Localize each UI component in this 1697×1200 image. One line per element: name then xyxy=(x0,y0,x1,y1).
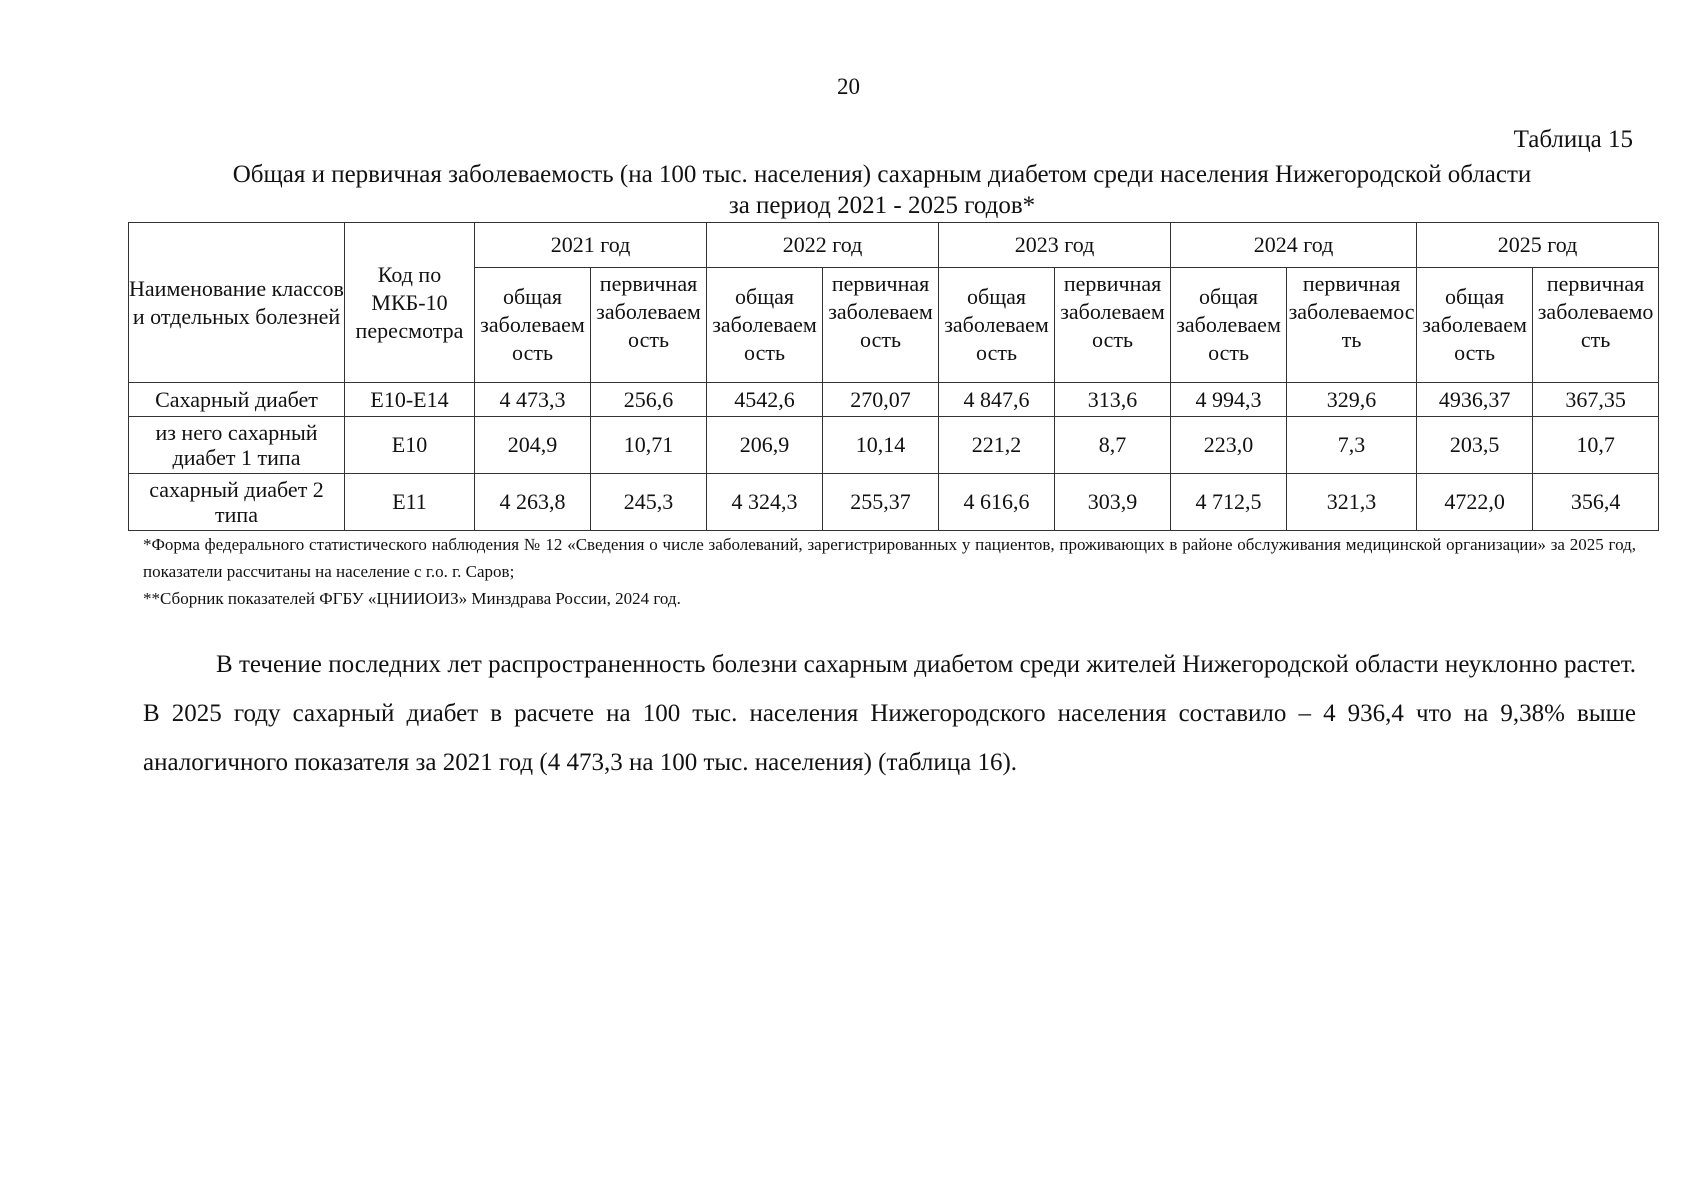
table-title-line-1: Общая и первичная заболеваемость (на 100 тыс. населения) сахарным диабетом среди населения Нижегородской области xyxy=(232,161,1532,188)
header-general-morbidity: общая заболеваемость xyxy=(475,268,591,383)
header-primary-morbidity: первичная заболеваемость xyxy=(591,268,707,383)
table-cell: 4 263,8 xyxy=(475,474,591,531)
table-cell: 10,7 xyxy=(1533,417,1659,474)
row-icd-code: E10-E14 xyxy=(345,383,475,417)
table-cell: 313,6 xyxy=(1055,383,1171,417)
header-primary-morbidity: первичная заболеваемость xyxy=(1287,268,1417,383)
table-cell: 223,0 xyxy=(1171,417,1287,474)
header-general-morbidity: общая заболеваемость xyxy=(939,268,1055,383)
table-cell: 4722,0 xyxy=(1417,474,1533,531)
header-icd-code: Код по МКБ-10 пересмотра xyxy=(345,223,475,383)
table-cell: 245,3 xyxy=(591,474,707,531)
header-year: 2024 год xyxy=(1171,223,1417,268)
table-row xyxy=(129,383,1659,417)
table-cell: 270,07 xyxy=(823,383,939,417)
table-cell: 329,6 xyxy=(1287,383,1417,417)
table-cell: 4 324,3 xyxy=(707,474,823,531)
table-cell: 4936,37 xyxy=(1417,383,1533,417)
table-cell: 4 616,6 xyxy=(939,474,1055,531)
table-cell: 8,7 xyxy=(1055,417,1171,474)
table-cell: 255,37 xyxy=(823,474,939,531)
header-primary-morbidity: первичная заболеваемость xyxy=(1533,268,1659,383)
row-icd-code: E10 xyxy=(345,417,475,474)
header-general-morbidity: общая заболеваемость xyxy=(707,268,823,383)
table-footnotes xyxy=(143,531,1636,612)
header-general-morbidity: общая заболеваемость xyxy=(1417,268,1533,383)
row-icd-code: E11 xyxy=(345,474,475,531)
table-cell: 10,71 xyxy=(591,417,707,474)
table-cell: 367,35 xyxy=(1533,383,1659,417)
table-title-line-2: за период 2021 - 2025 годов* xyxy=(728,192,1036,219)
row-disease-name: сахарный диабет 2 типа xyxy=(129,474,345,531)
table-cell: 203,5 xyxy=(1417,417,1533,474)
table-cell: 206,9 xyxy=(707,417,823,474)
table-header-row-years xyxy=(129,223,1659,268)
table-cell: 204,9 xyxy=(475,417,591,474)
table-title xyxy=(128,159,1636,221)
morbidity-table xyxy=(128,222,1659,531)
header-year: 2023 год xyxy=(939,223,1171,268)
table-cell: 4 712,5 xyxy=(1171,474,1287,531)
table-cell: 4 473,3 xyxy=(475,383,591,417)
table-cell: 303,9 xyxy=(1055,474,1171,531)
header-primary-morbidity: первичная заболеваемость xyxy=(823,268,939,383)
table-row xyxy=(129,474,1659,531)
page-number: 20 xyxy=(837,74,860,99)
table-cell: 4 994,3 xyxy=(1171,383,1287,417)
body-paragraph: В течение последних лет распространенность болезни сахарным диабетом среди жителей Нижегородской области неуклонно растет. В 2025 году сахарный диабет в расчете на 100 тыс. населения Нижегородского населения составило – 4 936,4 что на 9,38% выше аналогичного показателя за 2021 год (4 473,3 на 100 тыс. населения) (таблица 16). xyxy=(143,651,1636,776)
table-cell: 4 847,6 xyxy=(939,383,1055,417)
header-year: 2025 год xyxy=(1417,223,1659,268)
header-year: 2021 год xyxy=(475,223,707,268)
table-cell: 321,3 xyxy=(1287,474,1417,531)
table-cell: 7,3 xyxy=(1287,417,1417,474)
header-disease-name: Наименование классов и отдельных болезней xyxy=(129,223,345,383)
table-cell: 221,2 xyxy=(939,417,1055,474)
table-cell: 10,14 xyxy=(823,417,939,474)
footnote: *Форма федерального статистического наблюдения № 12 «Сведения о числе заболеваний, зарегистрированных у пациентов, проживающих в районе обслуживания медицинской организации» за 2025 год, показатели рассчитаны на население с г.о. г. Саров; xyxy=(143,535,1636,581)
footnote: **Сборник показателей ФГБУ «ЦНИИОИЗ» Минздрава России, 2024 год. xyxy=(143,589,681,608)
table-cell: 356,4 xyxy=(1533,474,1659,531)
row-disease-name: из него сахарный диабет 1 типа xyxy=(129,417,345,474)
header-general-morbidity: общая заболеваемость xyxy=(1171,268,1287,383)
table-cell: 256,6 xyxy=(591,383,707,417)
header-year: 2022 год xyxy=(707,223,939,268)
header-primary-morbidity: первичная заболеваемость xyxy=(1055,268,1171,383)
table-label: Таблица 15 xyxy=(1513,126,1633,153)
table-row xyxy=(129,417,1659,474)
row-disease-name: Сахарный диабет xyxy=(129,383,345,417)
table-cell: 4542,6 xyxy=(707,383,823,417)
